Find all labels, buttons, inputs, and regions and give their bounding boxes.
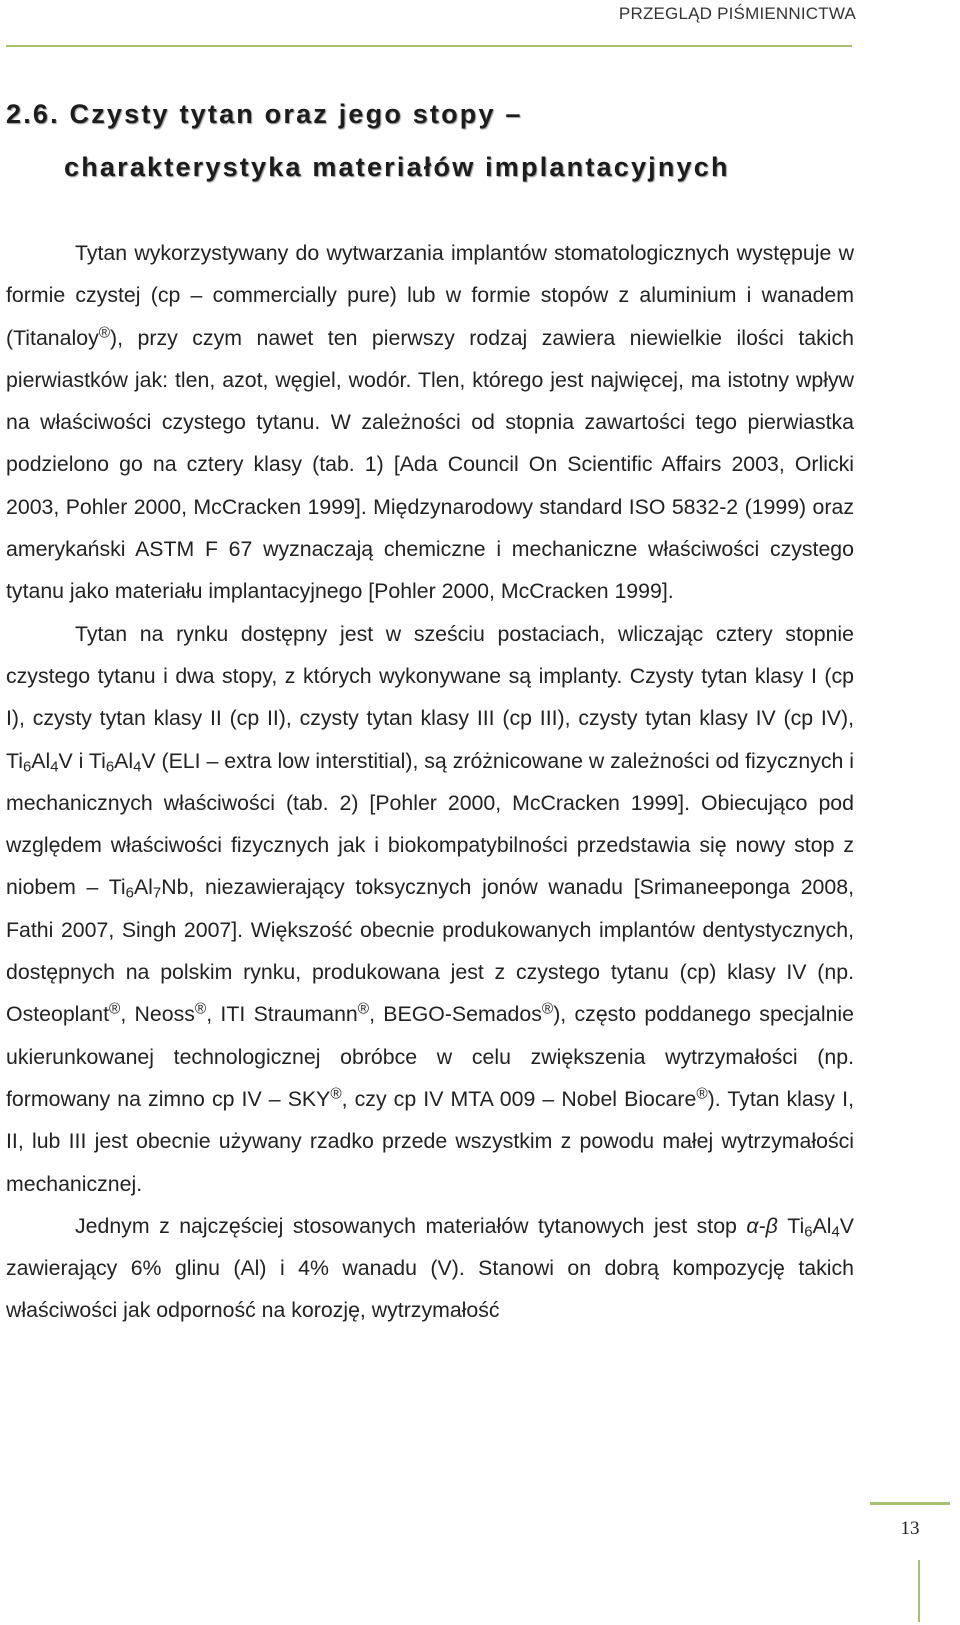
subscript: 4 — [133, 759, 142, 776]
registered-mark: ® — [109, 1000, 121, 1018]
chem-al: Al — [114, 748, 134, 773]
paragraph-2 — [6, 613, 854, 1205]
paragraph-2-text-c: V (ELI – extra low interstitial), są zróżnicowane w zależności od fizycznych i mechanicznych właściwości (tab. 2) [Pohler 2000, McCracken 1999]. Obiecująco pod względem właściwości fizycznych jak i biokompatybilności przedstawia się nowy stop z niobem – Ti — [6, 748, 854, 900]
registered-mark: ® — [357, 1000, 370, 1018]
subscript: 6 — [125, 886, 134, 903]
paragraph-2-text-i: , czy cp IV MTA 009 – Nobel Biocare — [341, 1086, 697, 1111]
page-number: 13 — [900, 1518, 920, 1539]
footer-vertical-rule — [918, 1560, 920, 1622]
paragraph-3-text-b: Ti — [777, 1213, 805, 1238]
body-text — [6, 232, 854, 1332]
paragraph-1-text-a: Tytan wykorzystywany do wytwarzania implantów stomatologicznych występuje w formie czystej (cp – commercially pure) lub w formie stopów z aluminium i wanadem (Titanaloy — [6, 241, 854, 350]
registered-mark: ® — [696, 1085, 708, 1103]
registered-mark: ® — [194, 1000, 207, 1018]
chem-al: Al — [133, 875, 153, 900]
page-footer — [870, 1502, 950, 1622]
paragraph-2-text-j: ). Tytan klasy I, II, lub III jest obecnie używany rzadko przede wszystkim z powodu małej wytrzymałości mechanicznej. — [6, 1086, 854, 1196]
registered-mark: ® — [330, 1085, 342, 1103]
paragraph-2-text-a: Tytan na rynku dostępny jest w sześciu postaciach, wliczając cztery stopnie czystego tytanu i dwa stopy, z których wykonywane są implanty. Czysty tytan klasy I (cp I), czysty tytan klasy II (cp II), czysty tytan klasy III (cp III), czysty tytan klasy IV (cp IV), Ti — [6, 621, 854, 773]
footer-rule — [870, 1502, 950, 1505]
paragraph-2-text-f: , ITI Straumann — [206, 1002, 358, 1027]
subscript: 6 — [804, 1224, 813, 1241]
section-heading — [6, 98, 856, 183]
subscript: 7 — [152, 886, 162, 903]
paragraph-2-text-d: Nb, niezawierający toksycznych jonów wanadu [Srimaneeponga 2008, Fathi 2007, Singh 2007]. Większość obecnie produkowanych implantów dentystycznych, dostępnych na polskim rynku, produkowana jest z czystego tytanu (cp) klasy IV (np. Osteoplant — [6, 875, 854, 1027]
chem-al: Al — [812, 1213, 832, 1238]
subscript: 4 — [50, 759, 59, 776]
paragraph-2-text-b: V i Ti — [58, 748, 106, 773]
paragraph-1 — [6, 232, 854, 613]
registered-mark: ® — [541, 1000, 554, 1018]
running-header: PRZEGLĄD PIŚMIENNICTWA — [618, 4, 856, 23]
header-rule — [6, 45, 852, 47]
section-heading-line-2: charakterystyka materiałów implantacyjnych — [64, 152, 730, 182]
section-heading-line-1: 2.6. Czysty tytan oraz jego stopy – — [6, 99, 523, 129]
paragraph-2-text-g: , BEGO-Semados — [369, 1002, 542, 1027]
chem-al: Al — [31, 748, 51, 773]
alpha-beta-label: α-β — [746, 1213, 778, 1238]
subscript: 6 — [22, 759, 32, 776]
paragraph-2-text-h: ), często poddanego specjalnie ukierunkowanej technologicznej obróbce w celu zwiększenia wytrzymałości (np. formowany na zimno cp IV – SKY — [6, 1002, 855, 1111]
paragraph-2-text-e: , Neoss — [120, 1002, 195, 1027]
paragraph-3 — [6, 1205, 854, 1332]
paragraph-3-text-c: V zawierający 6% glinu (Al) i 4% wanadu (V). Stanowi on dobrą kompozycję takich właściwości jak odporność na korozję, wytrzymałość — [6, 1213, 854, 1323]
paragraph-1-text-b: ), przy czym nawet ten pierwszy rodzaj zawiera niewielkie ilości takich pierwiastków jak: tlen, azot, węgiel, wodór. Tlen, którego jest najwięcej, ma istotny wpływ na właściwości czystego tytanu. W zależności od stopnia zawartości tego pierwiastka podzielono go na cztery klasy (tab. 1) [Ada Council On Scientific Affairs 2003, Orlicki 2003, Pohler 2000, McCracken 1999]. Międzynarodowy standard ISO 5832-2 (1999) oraz amerykański ASTM F 67 wyznaczają chemiczne i mechaniczne właściwości czystego tytanu jako materiału implantacyjnego [Pohler 2000, McCracken 1999]. — [6, 325, 854, 604]
subscript: 6 — [105, 759, 115, 776]
paragraph-3-text-a: Jednym z najczęściej stosowanych materiałów tytanowych jest stop — [75, 1213, 747, 1238]
subscript: 4 — [831, 1224, 840, 1241]
registered-mark: ® — [98, 323, 111, 341]
